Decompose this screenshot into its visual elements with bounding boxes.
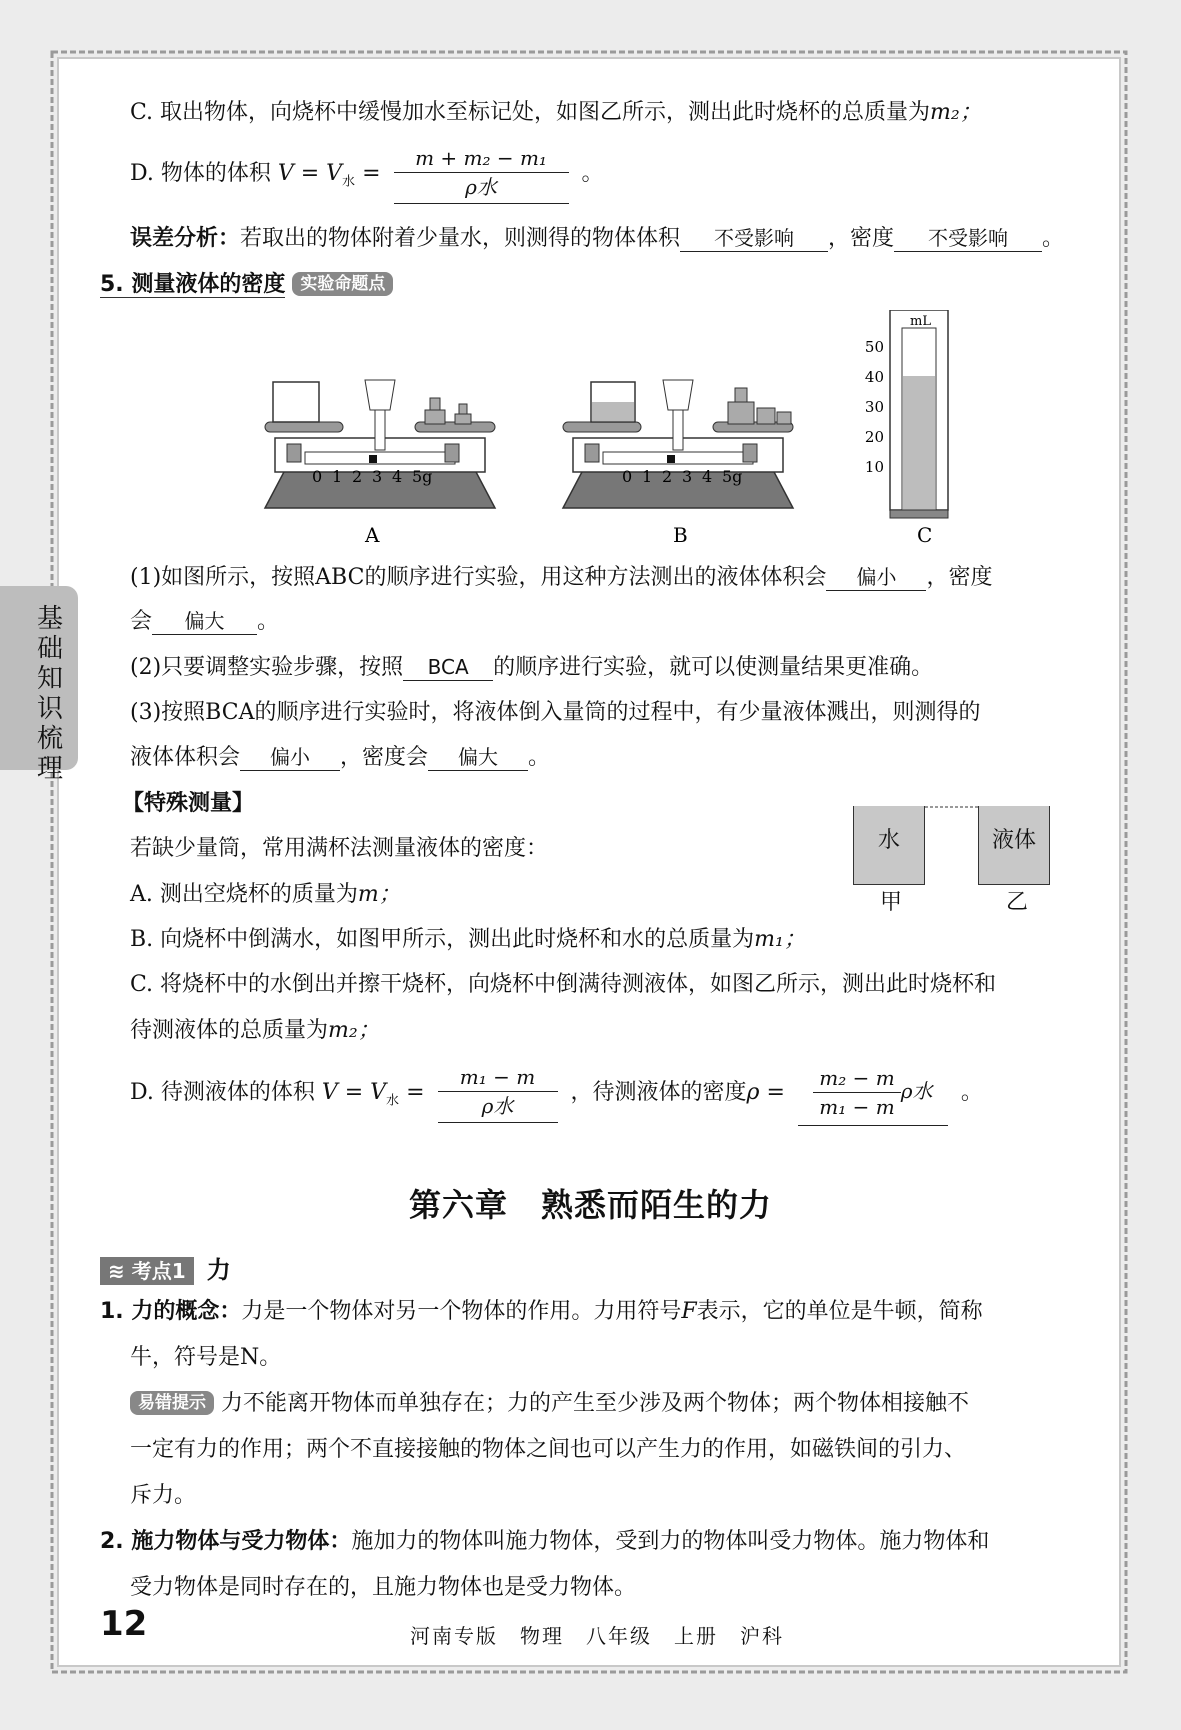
page-number: 12 <box>100 1604 148 1644</box>
figure-label-a: A <box>365 523 380 547</box>
special-d-mid: ，待测液体的密度 <box>570 1080 747 1105</box>
tip-text-1: 力不能离开物体而单独存在；力的产生至少涉及两个物体；两个物体相接触不 <box>221 1391 970 1416</box>
kaodian-heading <box>100 1250 231 1285</box>
q2-text: (2)只要调整实验步骤，按照 <box>130 655 404 680</box>
q1-end: 。 <box>257 609 280 634</box>
q1-answer-density: 偏大 <box>152 608 257 635</box>
point-2-label: 2. 施力物体与受力物体： <box>100 1529 352 1554</box>
step-d <box>130 144 604 212</box>
volume-numerator: m₁ − m <box>438 1063 558 1092</box>
scale-tick-label: 1 <box>332 467 343 486</box>
point-1-text: 力是一个物体对另一个物体的作用。力用符号 <box>241 1299 682 1324</box>
point-1-label: 1. 力的概念： <box>100 1299 242 1324</box>
section-5-title: 5. 测量液体的密度 <box>100 272 286 297</box>
step-c <box>130 98 982 128</box>
special-d <box>130 1060 983 1132</box>
point-2-cont: 受力物体是同时存在的，且施力物体也是受力物体。 <box>130 1575 637 1600</box>
step-d-eq: V = V <box>277 161 343 186</box>
step-d-denominator: ρ水 <box>465 175 497 199</box>
point-1-text-2: 表示，它的单位是牛顿，简称 <box>696 1299 983 1324</box>
special-d-rho: ρ = <box>746 1080 785 1105</box>
tip-line-1 <box>130 1389 969 1419</box>
chapter-title: 第六章 熟悉而陌生的力 <box>408 1186 772 1224</box>
scale-tick-label: 2 <box>352 467 363 486</box>
scale-tick-label: 4 <box>702 467 713 486</box>
special-title: 【特殊测量】 <box>122 791 255 816</box>
step-d-eqsign: = <box>362 161 381 186</box>
beaker-liquid-label: 乙 <box>1006 890 1029 915</box>
point-2 <box>100 1527 989 1557</box>
special-intro: 若缺少量筒，常用满杯法测量液体的密度： <box>130 836 549 861</box>
q1-text-2: ，密度 <box>926 565 993 590</box>
footer-text: 河南专版 物理 八年级 上册 沪科 <box>410 1624 784 1648</box>
scale-tick-label: 2 <box>662 467 673 486</box>
density-numerator: m₂ − m <box>813 1064 900 1093</box>
density-rho-water: ρ水 <box>900 1079 933 1103</box>
cylinder-tick-label: 50 <box>864 338 884 356</box>
special-a-text: A. 测出空烧杯的质量为 <box>130 882 358 907</box>
side-tab-label: 基础知识梳理 <box>36 604 63 784</box>
experiment-figure <box>0 310 1181 570</box>
special-d-eqsign: = <box>406 1080 425 1105</box>
balance-a <box>265 380 495 508</box>
beaker-overflow-line <box>925 805 1045 809</box>
step-d-text: D. 物体的体积 <box>130 161 271 186</box>
cylinder-tick-label: 40 <box>864 368 884 386</box>
special-b-var: m₁； <box>754 927 806 952</box>
error-text-1: 若取出的物体附着少量水，则测得的物体体积 <box>240 226 681 251</box>
error-answer-density: 不受影响 <box>894 225 1042 252</box>
scale-tick-label: 3 <box>372 467 383 486</box>
special-c-cont <box>130 1016 380 1046</box>
q3-text-3: ，密度会 <box>340 745 429 770</box>
special-c: C. 将烧杯中的水倒出并擦干烧杯，向烧杯中倒满待测液体，如图乙所示，测出此时烧杯和 <box>130 972 997 997</box>
question-3-cont <box>130 743 550 773</box>
step-d-fraction <box>394 144 569 204</box>
special-d-eq: V = V <box>321 1080 387 1105</box>
special-d-end: 。 <box>960 1080 983 1105</box>
tip-text-2: 一定有力的作用；两个不直接接触的物体之间也可以产生力的作用，如磁铁间的引力、 <box>130 1437 967 1462</box>
kaodian-badge-text: 考点1 <box>131 1259 186 1283</box>
cylinder-unit-label: mL <box>910 314 931 329</box>
q2-text-2: 的顺序进行实验，就可以使测量结果更准确。 <box>493 655 934 680</box>
cylinder-c <box>890 310 948 518</box>
figure-label-c: C <box>917 523 933 547</box>
step-d-sub: 水 <box>342 174 356 190</box>
scale-tick-label: 5g <box>412 467 433 486</box>
special-b <box>130 925 806 955</box>
scale-tick-label: 0 <box>622 467 633 486</box>
special-a <box>130 880 401 910</box>
error-analysis <box>130 224 1064 254</box>
cylinder-tick-label: 20 <box>864 428 884 446</box>
q1-text-3: 会 <box>130 609 153 634</box>
scale-tick-label: 4 <box>392 467 403 486</box>
balance-b <box>563 380 793 508</box>
special-d-sub: 水 <box>386 1093 400 1109</box>
special-a-var: m； <box>357 882 401 907</box>
scale-tick-label: 1 <box>642 467 653 486</box>
section-5-heading <box>100 270 393 300</box>
special-b-text: B. 向烧杯中倒满水，如图甲所示，测出此时烧杯和水的总质量为 <box>130 927 755 952</box>
tip-badge: 易错提示 <box>130 1391 214 1415</box>
kaodian-badge <box>100 1257 194 1285</box>
cylinder-tick-label: 10 <box>864 458 884 476</box>
beaker-water-label: 甲 <box>880 890 903 915</box>
question-3 <box>130 698 980 728</box>
q3-text-2: 液体体积会 <box>130 745 241 770</box>
wave-icon: ≋ <box>108 1259 132 1283</box>
special-d-volume-fraction <box>438 1063 558 1123</box>
q3-answer-density: 偏大 <box>428 744 528 771</box>
special-c-var: m₂； <box>328 1018 380 1043</box>
beaker-water: 水 <box>853 806 925 885</box>
step-d-numerator: m + m₂ − m₁ <box>394 144 569 173</box>
error-answer-volume: 不受影响 <box>680 225 828 252</box>
special-d-text: D. 待测液体的体积 <box>130 1080 315 1105</box>
kaodian-title: 力 <box>206 1256 231 1284</box>
error-text-2: ，密度 <box>828 226 895 251</box>
error-label: 误差分析： <box>130 226 241 251</box>
density-denominator: m₁ − m <box>819 1094 895 1119</box>
special-c-text: 待测液体的总质量为 <box>130 1018 329 1043</box>
question-1 <box>130 563 992 593</box>
question-1-cont <box>130 607 279 637</box>
step-d-end: 。 <box>581 161 604 186</box>
figure-label-b: B <box>673 523 688 547</box>
beaker-liquid: 液体 <box>978 806 1050 885</box>
step-c-var: m₂； <box>930 100 982 125</box>
scale-tick-label: 3 <box>682 467 693 486</box>
question-2 <box>130 653 933 683</box>
point-1-cont: 牛，符号是N。 <box>130 1345 282 1370</box>
volume-denominator: ρ水 <box>481 1094 514 1118</box>
side-tab <box>0 586 78 784</box>
experiment-badge: 实验命题点 <box>292 272 393 296</box>
error-end: 。 <box>1042 226 1065 251</box>
cylinder-liquid <box>903 376 935 510</box>
q1-answer-volume: 偏小 <box>826 564 926 591</box>
cylinder-tick-label: 30 <box>864 398 884 416</box>
q3-answer-volume: 偏小 <box>240 744 340 771</box>
step-c-text: C. 取出物体，向烧杯中缓慢加水至标记处，如图乙所示，测出此时烧杯的总质量为 <box>130 100 931 125</box>
point-2-text: 施加力的物体叫施力物体，受到力的物体叫受力物体。施力物体和 <box>351 1529 990 1554</box>
point-1 <box>100 1297 983 1327</box>
tip-text-3: 斥力。 <box>130 1483 197 1508</box>
q1-text: (1)如图所示，按照ABC的顺序进行实验，用这种方法测出的液体体积会 <box>130 565 827 590</box>
scale-tick-label: 0 <box>312 467 323 486</box>
point-1-var: F <box>681 1299 697 1324</box>
special-d-density-fraction <box>798 1060 948 1126</box>
scale-tick-label: 5g <box>722 467 743 486</box>
q2-answer-order: BCA <box>403 654 493 681</box>
q3-end: 。 <box>528 745 551 770</box>
q3-text: (3)按照BCA的顺序进行实验时，将液体倒入量筒的过程中，有少量液体溅出，则测得的 <box>130 700 981 725</box>
